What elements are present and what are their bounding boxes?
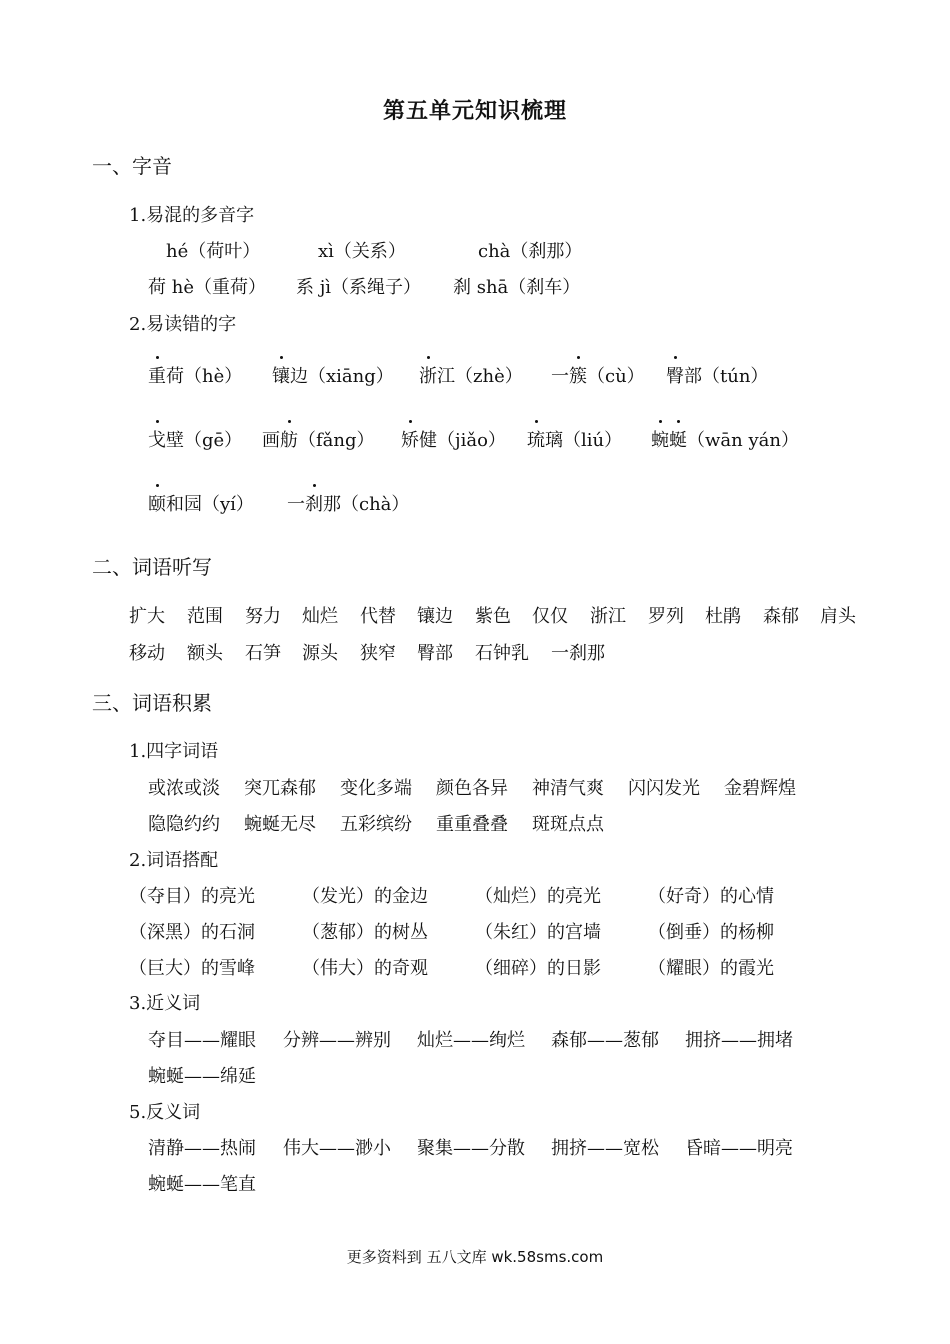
misread-item: 颐和园（yí） xyxy=(148,490,254,516)
dictation-word: 仅仅 xyxy=(532,606,568,627)
collocation: （好奇）的心情 xyxy=(648,886,774,907)
synonym-pair: 夺目——耀眼 xyxy=(148,1030,256,1051)
polyphone-item: 刹 shā（刹车） xyxy=(453,277,581,298)
dictation-word: 罗列 xyxy=(648,606,684,627)
dictation-word: 移动 xyxy=(129,643,165,664)
dictation-word: 肩头 xyxy=(820,606,856,627)
idiom: 变化多端 xyxy=(340,778,412,799)
misread-item: 臀部（tún） xyxy=(666,362,768,388)
misread-item: 画舫（fǎng） xyxy=(262,426,375,452)
polyphone-item: chà（刹那） xyxy=(478,241,583,262)
dictation-word: 额头 xyxy=(187,643,223,664)
section-1-heading: 一、字音 xyxy=(92,154,172,178)
subheading-polyphones: 1.易混的多音字 xyxy=(129,205,255,226)
dictation-word: 石钟乳 xyxy=(475,643,529,664)
subheading-synonyms: 3.近义词 xyxy=(129,993,201,1014)
dictation-word: 扩大 xyxy=(129,606,165,627)
idiom: 神清气爽 xyxy=(532,778,604,799)
dictation-word: 臀部 xyxy=(417,643,453,664)
dictation-word: 一刹那 xyxy=(551,643,605,664)
synonym-pair: 分辨——辨别 xyxy=(283,1030,391,1051)
misread-item: 一刹那（chà） xyxy=(287,490,409,516)
collocation: （深黑）的石洞 xyxy=(129,922,255,943)
section-2-heading: 二、词语听写 xyxy=(92,555,212,579)
dictation-word: 镶边 xyxy=(417,606,453,627)
idiom: 重重叠叠 xyxy=(436,814,508,835)
antonym-pair: 清静——热闹 xyxy=(148,1138,256,1159)
polyphone-item: 系 jì（系绳子） xyxy=(296,277,422,298)
misread-item: 矫健（jiǎo） xyxy=(401,426,506,452)
idiom: 金碧辉煌 xyxy=(724,778,796,799)
dictation-word: 努力 xyxy=(245,606,281,627)
dictation-word: 石笋 xyxy=(245,643,281,664)
collocation: （朱红）的宫墙 xyxy=(475,922,601,943)
idiom: 隐隐约约 xyxy=(148,814,220,835)
antonym-pair: 伟大——渺小 xyxy=(283,1138,391,1159)
dictation-word: 代替 xyxy=(360,606,396,627)
idiom: 五彩缤纷 xyxy=(340,814,412,835)
subheading-antonyms: 5.反义词 xyxy=(129,1102,201,1123)
antonym-pair: 昏暗——明亮 xyxy=(685,1138,793,1159)
collocation: （细碎）的日影 xyxy=(475,958,601,979)
dictation-word: 灿烂 xyxy=(302,606,338,627)
antonym-pair: 拥挤——宽松 xyxy=(551,1138,659,1159)
collocation: （伟大）的奇观 xyxy=(302,958,428,979)
dictation-word: 森郁 xyxy=(763,606,799,627)
footer-link[interactable]: 更多资料到 五八文库 wk.58sms.com xyxy=(346,1248,604,1266)
subheading-collocations: 2.词语搭配 xyxy=(129,850,219,871)
dictation-word: 狭窄 xyxy=(360,643,396,664)
page-title: 第五单元知识梳理 xyxy=(382,99,567,124)
misread-item: 琉璃（liú） xyxy=(527,426,622,452)
collocation: （巨大）的雪峰 xyxy=(129,958,255,979)
subheading-idioms: 1.四字词语 xyxy=(129,741,219,762)
collocation: （夺目）的亮光 xyxy=(129,886,255,907)
collocation: （发光）的金边 xyxy=(302,886,428,907)
polyphone-item: xì（关系） xyxy=(318,241,406,262)
synonym-pair: 森郁——葱郁 xyxy=(551,1030,659,1051)
dictation-word: 浙江 xyxy=(590,606,626,627)
collocation: （葱郁）的树丛 xyxy=(302,922,428,943)
collocation: （灿烂）的亮光 xyxy=(475,886,601,907)
collocation: （倒垂）的杨柳 xyxy=(648,922,774,943)
idiom: 闪闪发光 xyxy=(628,778,700,799)
dictation-word: 源头 xyxy=(302,643,338,664)
idiom: 或浓或淡 xyxy=(148,778,220,799)
misread-item: 戈壁（gē） xyxy=(148,426,242,452)
misread-item: 浙江（zhè） xyxy=(419,362,523,388)
idiom: 颜色各异 xyxy=(436,778,508,799)
section-3-heading: 三、词语积累 xyxy=(92,691,212,715)
idiom: 突兀森郁 xyxy=(244,778,316,799)
collocation: （耀眼）的霞光 xyxy=(648,958,774,979)
synonym-pair: 蜿蜒——绵延 xyxy=(148,1066,256,1087)
idiom: 斑斑点点 xyxy=(532,814,604,835)
subheading-misread: 2.易读错的字 xyxy=(129,314,237,335)
antonym-pair: 蜿蜒——笔直 xyxy=(148,1174,256,1195)
misread-item: 蜿蜒（wān yán） xyxy=(651,426,799,452)
dictation-word: 杜鹃 xyxy=(705,606,741,627)
misread-item: 一簇（cù） xyxy=(551,362,645,388)
idiom: 蜿蜒无尽 xyxy=(244,814,316,835)
dictation-word: 范围 xyxy=(187,606,223,627)
misread-item: 镶边（xiāng） xyxy=(272,362,394,388)
synonym-pair: 灿烂——绚烂 xyxy=(417,1030,525,1051)
synonym-pair: 拥挤——拥堵 xyxy=(685,1030,793,1051)
polyphone-item: 荷 hè（重荷） xyxy=(148,277,266,298)
polyphone-item: hé（荷叶） xyxy=(166,241,261,262)
dictation-word: 紫色 xyxy=(475,606,511,627)
misread-item: 重荷（hè） xyxy=(148,362,242,388)
antonym-pair: 聚集——分散 xyxy=(417,1138,525,1159)
